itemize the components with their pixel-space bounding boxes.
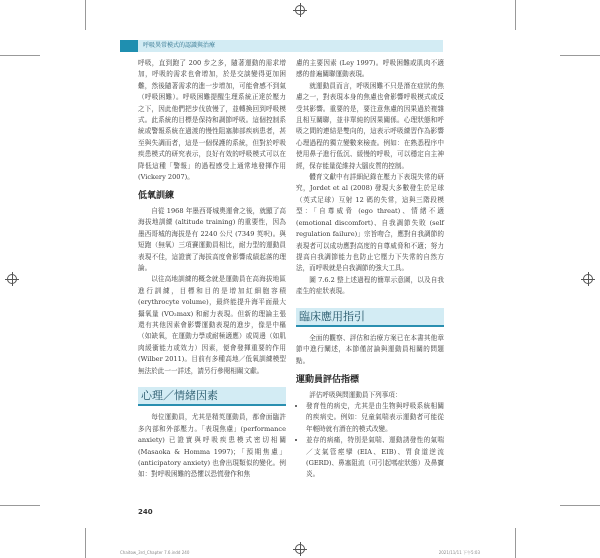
- footer-timestamp: 2021/11/11 下午5:03: [438, 550, 480, 555]
- registration-mark-icon: [295, 544, 305, 554]
- paragraph: 全面的觀察、評估和治療方案已在本書其他章節中進行闡述，本節僅討論與運動員相關的問題點。: [296, 333, 444, 365]
- paragraph: 呼吸，直到跑了 200 步之多，隨著運動的需求增加，呼吸的需求也會增加，於是交談變得更加困難，然後隨著需求的進一步增加，可能會感不到氣（呼吸困難）。呼吸困難提醒生理系統正達於壓力之下，因此他們把步伐放慢了，並轉換回到呼吸模式。此系統的目標是保持和調節呼吸。這個控制系統或警報系統在過渡的慢性阻塞肺部疾病患者，甚至與失調而者，這是一個保護的系統，但對於呼吸疾患模式的研究表示，良好有效的呼吸模式可以在降低這種「警報」的過程感受上通常地發揮作用 (Vickery 2007)。: [138, 59, 286, 182]
- registration-mark-icon: [583, 274, 593, 284]
- crop-mark: [85, 0, 86, 30]
- section-heading-psychological: 心理／情緒因素: [138, 387, 286, 406]
- crop-mark: [0, 55, 40, 56]
- paragraph: 就運動員而言，呼吸困難不只是潛在症狀的焦慮之一，對表現本身的焦慮也會影響呼吸模式或反受其影響。重要的是，要注意焦慮的因果過於複雜且相互關聯，並非單純的因果關係。心理狀態和呼吸之間的連結是雙向的，這表示呼吸練習作為影響心理過程的獨立變數來檢查。例如：在熟悉程序中使用鼻子進行低沉、緩慢的呼吸，可以穩定自主神經，保存能量從維持大腦皮質的控制。: [296, 81, 444, 170]
- paragraph: 圖 7.6.2 整上述過程的簡單示意圖，以及自我產生的症狀表現。: [296, 275, 444, 296]
- crop-mark: [560, 55, 600, 56]
- heading-athlete-assessment: 運動員評估指標: [296, 375, 360, 386]
- heading-hypoxic-training: 低氧訓練: [138, 191, 175, 202]
- footer-file-info: Chaitow_3rd_Chapter 7.6.indd 240: [120, 550, 190, 555]
- crop-mark: [515, 0, 516, 30]
- header-accent-block: [120, 40, 138, 52]
- registration-mark-icon: [295, 5, 305, 15]
- paragraph: 以往高地訓練的概念就是運動員在高海拔地區進行訓練，目標和目的是增加紅細胞容積 (erythrocyte volume)，最終能提升海平面最大攝氧量 (VO₂max) 和耐力表現。但新的理論主張還有其他因素會影響運動表現的進步，像是中樞（如缺氧，在運動力學或耐極適應）或周邊（如肌肉緩衝能力或效力）因素，便會發揮重要的作用 (Wilber 2011)。目前有多種高地／低氧訓練模型無法於此一一詳述，請另行參閱相關文獻。: [138, 275, 286, 375]
- crop-mark: [0, 505, 40, 506]
- section-heading-clinical: 臨床應用指引: [296, 308, 444, 327]
- paragraph: 體育文獻中有詳細紀錄在壓力下表現失常的研究，Jordet et al (2008) 發現大多數發生於足球（英式足球）互射 12 碼的失常，這與三階段模型：「自尊威脅 (ego threat)、情緒不適 (emotional discomfort)、自我調節失敗 (self regulation failure)」宗旨吻合，應對自我調節的表現者可以成功應對高度的自尊威脅和不適；努力提高自我調節能力也防止它壓力下失常的自然方法，而呼吸就是自我調節的強大工具。: [296, 173, 444, 273]
- page-number: 240: [138, 508, 153, 516]
- list-item: • 並存的病痛，特別是氣喘、運動誘發性的氣喘／支氣管痙攣 (EIA、EIB)、胃食道逆流 (GERD)、鼻塞阻流（可引起嗎症狀態）及鼻竇炎。: [306, 435, 444, 481]
- registration-mark-icon: [7, 274, 17, 284]
- paragraph: 每位運動員，尤其是精英運動員，都會面臨許多內部和外部壓力。「表現焦慮」(performance anxiety) 已證實與呼吸疾患模式密切相關 (Masaoka & Homma 1997)；「預期焦慮」(anticipatory anxiety) 也會出現類似的變化。例如：對呼吸困難的恐懼以恐慌發作和焦: [138, 413, 286, 479]
- crop-mark: [85, 528, 86, 558]
- crop-mark: [560, 505, 600, 506]
- paragraph: 慮的主要因素 (Ley 1997)。呼吸困難或肌肉不適感的普遍關聯運動表現。: [296, 59, 444, 79]
- right-column: [296, 58, 444, 481]
- list-item: • 發育性的病史，尤其是由生物與呼吸系統相關的疾病史。例如：兒童氣喘表示運動者可能從年輕時就有潛在的模式改變。: [306, 401, 444, 435]
- left-column: [138, 58, 286, 481]
- paragraph: 自從 1968 年墨西哥城奧運會之後，就顯了高海拔地訓練 (altitude training) 的重要性，因為墨西哥城的海拔是有 2240 公尺 (7349 英呎)。與短跑（無氧）三項賽運動員相比，耐力型的運動員表現不佳，這證實了海拔高度會影響成績起落的理論。: [138, 206, 286, 272]
- paragraph: 評估呼吸與問運動員下列事項：: [309, 390, 402, 399]
- crop-mark: [515, 528, 516, 558]
- bullet-list: [296, 401, 444, 481]
- running-title: 呼吸異常模式的認識與治療: [143, 42, 216, 49]
